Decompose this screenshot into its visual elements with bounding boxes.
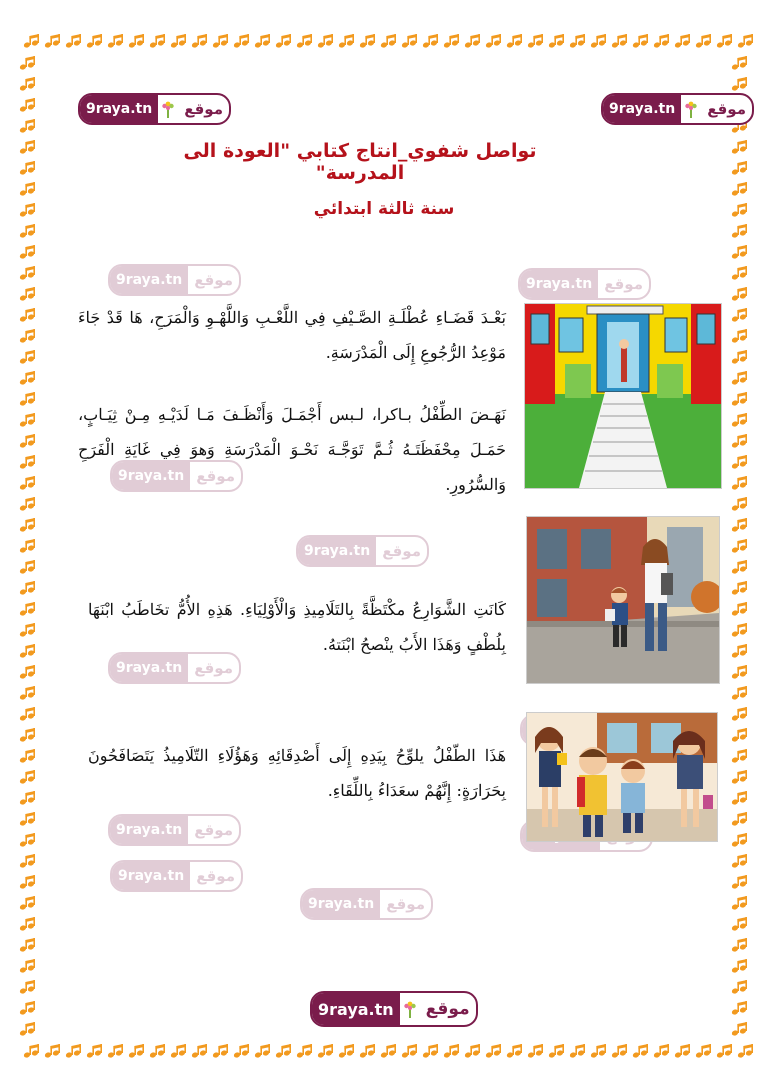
watermark-logo: 9raya.tn موقع [110, 460, 243, 492]
watermark-logo: 9raya.tn موقع [108, 814, 241, 846]
mother-son-street-illustration [526, 516, 720, 684]
paragraph-4: هَذَا الطّفْلُ يلوِّحُ بِيَدِهِ إِلَى أَصْدِقَائِهِ وَهَؤُلَاءِ التّلَامِيذُ يَتَصَافَحُونَ بِحَرَارَةٍ: إِنَّهُمْ سعَدَاءُ بِاللِّقَاءِ. [88, 746, 506, 800]
logo-latin-text: 9raya.tn [312, 993, 400, 1025]
flower-logo-icon [402, 999, 418, 1019]
watermark-logo: 9raya.tn موقع [110, 860, 243, 892]
logo-arabic-text: موقع [425, 999, 470, 1019]
paragraph-2: نَهَـضَ الطِّفْلُ بـاكرا، لـبس أَجْمَـلَ وَأَنْظَـفَ مَـا لَدَيْـهِ مِـنْ ثِيَـابٍ، حَمَـلَ مِحْفَظَتَـهُ ثُـمَّ تَوَجَّـهَ نَحْـوَ الْمَدْرَسَةِ وَهوَ فِي غَايَةِ الْفَرَحِ وَالسُّرُورِ. [78, 405, 506, 494]
paragraph-3: كَانَتِ الشَّوَارِعُ مكْتَظَّةً بِالتَلَامِيذِ وَالْأَوْلِيَاءِ. هَذِهِ الأُمُّ تخَاطَبُ ابْنَهَا بِلُطْفٍ وَهَذَا الأَبُ ينْصحُ ابْنَتهُ. [88, 600, 506, 654]
page-title: تواصل شفوي_انتاج كتابي "العودة الى المدرسة" [183, 140, 537, 184]
watermark-logo: 9raya.tn موقع [108, 652, 241, 684]
flower-logo-icon [683, 99, 699, 119]
watermark-logo: 9raya.tn موقع [300, 888, 433, 920]
page-subtitle: سنة ثالثة ابتدائي [313, 199, 455, 219]
site-logo-footer[interactable] [310, 991, 478, 1027]
site-logo-left[interactable] [78, 93, 231, 125]
site-logo-right[interactable] [601, 93, 754, 125]
children-greeting-illustration [526, 712, 718, 842]
watermark-logo: 9raya.tn موقع [518, 268, 651, 300]
logo-latin-text: 9raya.tn [80, 95, 158, 123]
logo-arabic-text: موقع [184, 100, 223, 118]
school-entrance-illustration [524, 303, 722, 489]
watermark-logo: 9raya.tn موقع [296, 535, 429, 567]
flower-logo-icon [160, 99, 176, 119]
logo-arabic-text: موقع [707, 100, 746, 118]
paragraph-1: بَعْـدَ قَضَـاءِ عُطْلَـةِ الصَّـيْفِ فِي اللَّعْـبِ وَاللَّهْـوِ وَالْمَرَحِ، هَا قَدْ جَاءَ مَوْعِدُ الرُّجُوعِ إِلَى الْمَدْرَسَةِ. [78, 308, 506, 362]
logo-latin-text: 9raya.tn [603, 95, 681, 123]
watermark-logo: 9raya.tn موقع [108, 264, 241, 296]
